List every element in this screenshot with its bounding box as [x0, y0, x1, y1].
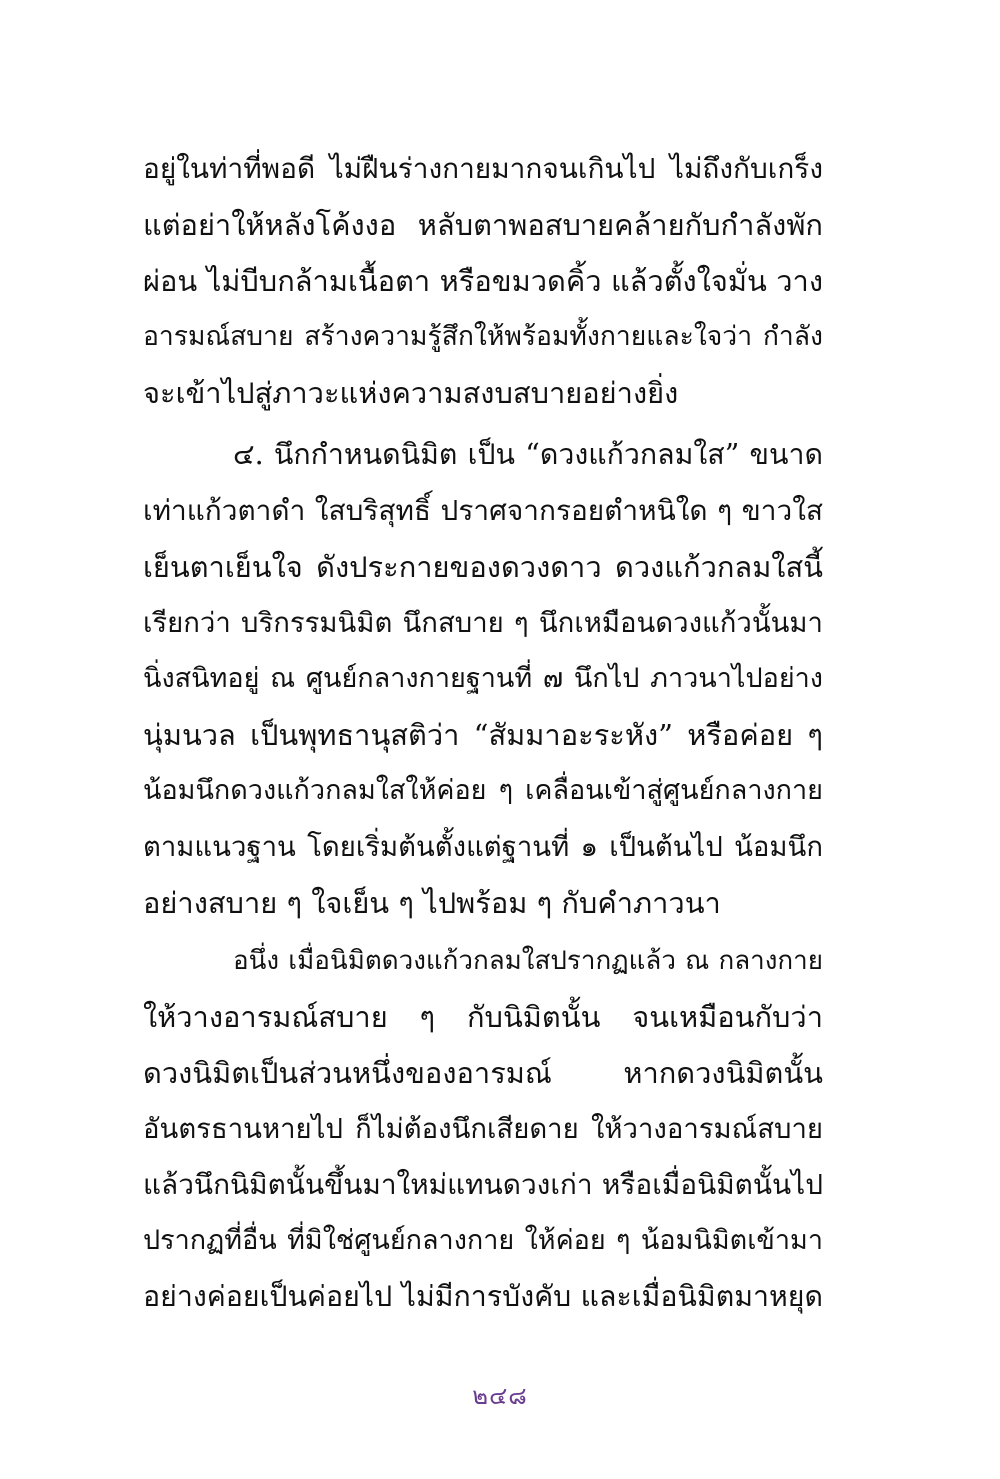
text-line: นิ่งสนิทอยู่ ณ ศูนย์กลางกายฐานที่ ๗ นึกไป ภาวนาไปอย่าง: [143, 663, 823, 694]
text-line: นุ่มนวล เป็นพุทธานุสติว่า “สัมมาอะระหัง” หรือค่อย ๆ: [143, 718, 823, 752]
text-line: ดวงนิมิตเป็นส่วนหนึ่งของอารมณ์ หากดวงนิมิตนั้น: [143, 1056, 823, 1090]
paragraph-1: [143, 141, 823, 421]
paragraph-3: [143, 933, 823, 1325]
text-line: อารมณ์สบาย สร้างความรู้สึกให้พร้อมทั้งกายและใจว่า กำลัง: [143, 321, 823, 352]
text-line: เรียกว่า บริกรรมนิมิต นึกสบาย ๆ นึกเหมือนดวงแก้วนั้นมา: [143, 607, 823, 639]
text-line: ปรากฏที่อื่น ที่มิใช่ศูนย์กลางกาย ให้ค่อย ๆ น้อมนิมิตเข้ามา: [143, 1225, 823, 1256]
text-line: ผ่อน ไม่บีบกล้ามเนื้อตา หรือขมวดคิ้ว แล้วตั้งใจมั่น วาง: [143, 264, 823, 298]
text-line: ตามแนวฐาน โดยเริ่มต้นตั้งแต่ฐานที่ ๑ เป็นต้นไป น้อมนึก: [143, 831, 823, 863]
paragraph-2: [143, 427, 823, 931]
text-line: น้อมนึกดวงแก้วกลมใสให้ค่อย ๆ เคลื่อนเข้าสู่ศูนย์กลางกาย: [143, 775, 823, 806]
text-line: จะเข้าไปสู่ภาวะแห่งความสงบสบายอย่างยิ่ง: [143, 376, 679, 410]
text-line: อย่างสบาย ๆ ใจเย็น ๆ ไปพร้อม ๆ กับคำภาวนา: [143, 886, 721, 920]
page-number: ๒๔๘: [472, 1382, 528, 1410]
text-line: เย็นตาเย็นใจ ดังประกายของดวงดาว ดวงแก้วกลมใสนี้: [143, 550, 823, 584]
text-line: อยู่ในท่าที่พอดี ไม่ฝืนร่างกายมากจนเกินไป ไม่ถึงกับเกร็ง: [143, 152, 823, 185]
text-line: แต่อย่าให้หลังโค้งงอ หลับตาพอสบายคล้ายกับกำลังพัก: [143, 208, 823, 242]
text-line: อย่างค่อยเป็นค่อยไป ไม่มีการบังคับ และเมื่อนิมิตมาหยุด: [143, 1280, 823, 1313]
text-line: อนึ่ง เมื่อนิมิตดวงแก้วกลมใสปรากฏแล้ว ณ กลางกาย: [233, 946, 823, 976]
text-line: อันตรธานหายไป ก็ไม่ต้องนึกเสียดาย ให้วางอารมณ์สบาย: [143, 1113, 823, 1145]
text-line: เท่าแก้วตาดำ ใสบริสุทธิ์ ปราศจากรอยตำหนิใด ๆ ขาวใส: [143, 494, 823, 527]
text-line: ๔. นึกกำหนดนิมิต เป็น “ดวงแก้วกลมใส” ขนาด: [233, 438, 823, 471]
text-line: ให้วางอารมณ์สบาย ๆ กับนิมิตนั้น จนเหมือนกับว่า: [143, 1000, 823, 1034]
text-line: แล้วนึกนิมิตนั้นขึ้นมาใหม่แทนดวงเก่า หรือเมื่อนิมิตนั้นไป: [143, 1168, 823, 1201]
